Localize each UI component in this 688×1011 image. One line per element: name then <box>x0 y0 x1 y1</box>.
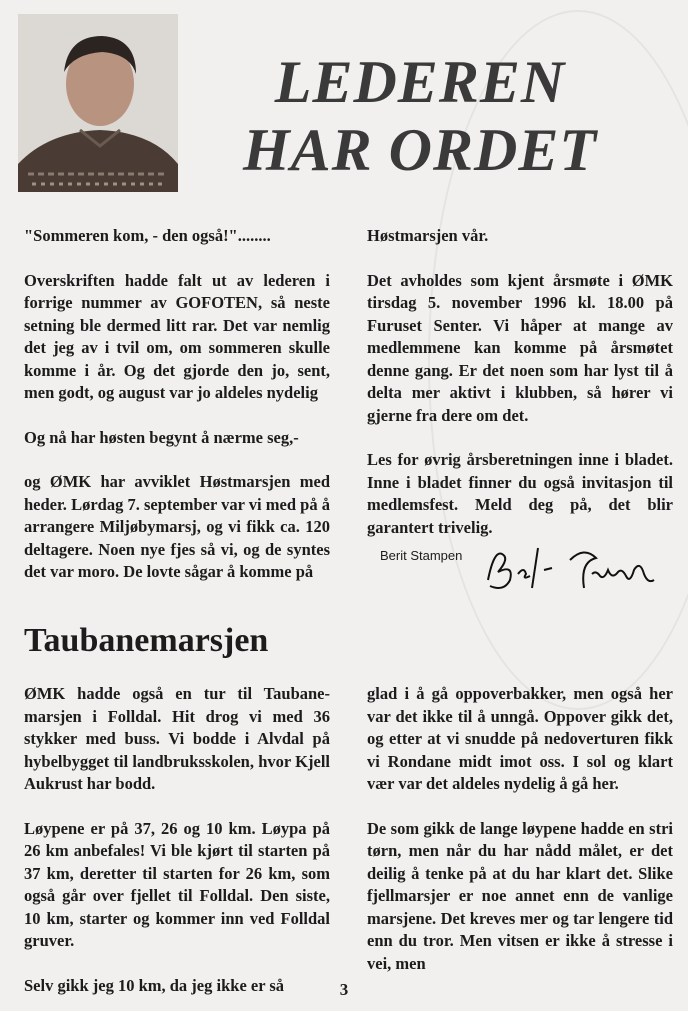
paragraph: Overskriften hadde falt ut av lederen i forrige nummer av GOFOTEN, så neste setning ble dermed litt rar. Det var nemlig det jeg av i tvil om, om sommeren skulle komme i år. Og det gjorde den jo, sent, men godt, og august var jo aldeles nydelig <box>24 270 330 402</box>
paragraph: Det avholdes som kjent årsmøte i ØMK tirsdag 5. november 1996 kl. 18.00 på Furuset Senter. Vi håper at mange av medlemmene kan komme på årsmøtet denne gang. Er det noen som har lyst til å delta mer aktivt i klubben, så hører vi gjerne fra dere om det. <box>367 270 673 425</box>
signature-name: Berit Stampen <box>380 548 463 563</box>
paragraph: Høstmarsjen vår. <box>367 226 489 245</box>
headline-line-1: LEDEREN <box>274 49 566 115</box>
signature <box>380 540 660 600</box>
paragraph: og ØMK har avviklet Høstmarsjen med heder. Lørdag 7. september var vi med på å arrangere Miljøbymarsj, og vi fikk ca. 120 deltagere. Noen nye fjes så vi, og de syntes det var moro. De lovte sågar å komme på <box>24 472 330 581</box>
paragraph: Selv gikk jeg 10 km, da jeg ikke er så <box>24 975 285 995</box>
author-photo <box>18 14 178 192</box>
paragraph: ØMK hadde også en tur til Taubane-marsjen i Folldal. Hit drog vi med 36 stykker med buss. Vi bodde i Alvdal på hybelbygget til landbruksskolen, hvor Kjell Aukrust har bodd. <box>24 684 330 793</box>
column-right-bottom <box>367 683 673 997</box>
headline <box>240 48 600 184</box>
paragraph: glad i å gå oppoverbakker, men også her var det ikke til å unngå. Oppover gikk det, og etter at vi snudde på nedoverturen fikk vi Rondane midt imot oss. I sol og klart vær var det aldeles nydelig å gå her. <box>367 684 673 793</box>
paragraph: Og nå har høsten begynt å nærme seg,- <box>24 427 299 447</box>
column-right-top <box>367 225 673 561</box>
paragraph: Les for øvrig årsberetningen inne i bladet. Inne i bladet finner du også invitasjon til medlemsfest. Meld deg på, det blir garantert trivelig. <box>367 450 673 537</box>
paragraph: "Sommeren kom, - den også!"........ <box>24 226 271 245</box>
page-number: 3 <box>339 980 349 999</box>
handwritten-signature <box>480 540 660 598</box>
section-title: Taubanemarsjen <box>24 622 269 659</box>
headline-line-2: HAR ORDET <box>242 117 598 183</box>
paragraph: De som gikk de lange løypene hadde en stri tørn, men når du har nådd målet, er det deilig å tenke på at du har klart det. Slike fjellmarsjer er noe annet enn de vanlige marsjene. Det kreves mer og tar lengere tid enn du tror. Men vitsen er ikke å stresse i vei, men <box>367 818 673 973</box>
paragraph: Løypene er på 37, 26 og 10 km. Løypa på 26 km anbefales! Vi ble kjørt til starten på 37 km, deretter til starten for 26 km, som også går over fjellet til Folldal. Den siste, 10 km, starter og kommer inn ved Folldal gruver. <box>24 818 330 950</box>
column-left-top <box>24 225 330 606</box>
column-left-bottom <box>24 683 330 1011</box>
